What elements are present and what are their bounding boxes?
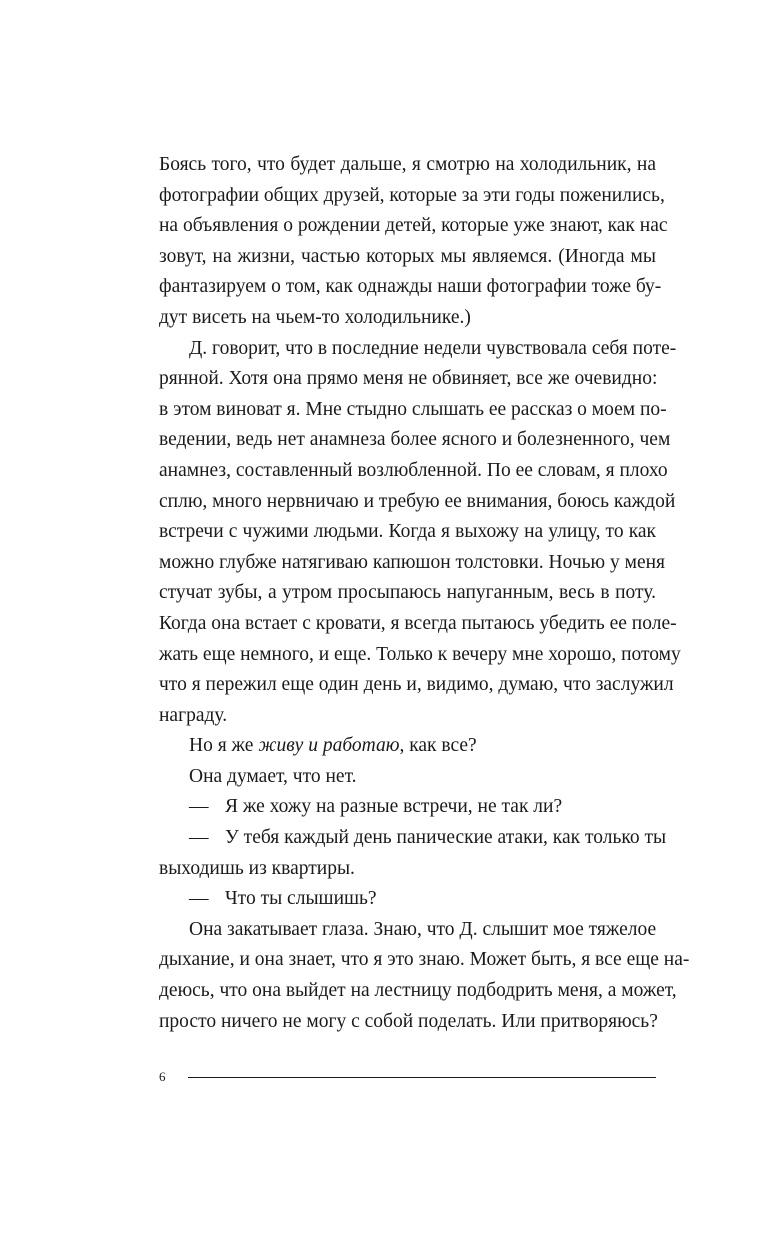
em-dash: — (189, 796, 209, 818)
text-line: выходишь из квартиры. (159, 857, 355, 879)
paragraph (159, 731, 656, 762)
paragraph (159, 915, 690, 1037)
dialog-text: Что ты слышишь? (225, 888, 377, 910)
text-line: что я пережил еще один день и, видимо, думаю, что заслужил (159, 674, 674, 696)
text-line: встречи с чужими людьми. Когда я выхожу на улицу, то как (159, 521, 656, 543)
text-line: Д. говорит, что в последние недели чувствовала себя поте- (189, 337, 677, 359)
text-line (159, 884, 656, 915)
text-run: Но я же (189, 735, 259, 757)
text-line: Она думает, что нет. (189, 765, 357, 787)
text-line: сплю, много нервничаю и требую ее внимания, боюсь каждой (159, 490, 676, 512)
page-body (159, 150, 690, 1037)
text-line: можно глубже натягиваю капюшон толстовки. Ночью у меня (159, 551, 666, 573)
em-dash: — (189, 888, 209, 910)
text-line: на объявления о рождении детей, которые уже знают, как нас (159, 215, 668, 237)
dialog-line (159, 884, 656, 915)
text-line: фантазируем о том, как однажды наши фотографии тоже бу- (159, 276, 662, 298)
text-line: Когда она встает с кровати, я всегда пытаюсь убедить ее поле- (159, 612, 677, 634)
text-line: дыхание, и она знает, что я это знаю. Может быть, я все еще на- (159, 949, 690, 971)
text-line: дут висеть на чьем-то холодильнике.) (159, 306, 471, 328)
page-number: 6 (159, 1069, 166, 1084)
text-line (159, 823, 667, 854)
text-line: Она закатывает глаза. Знаю, что Д. слышит мое тяжелое (189, 918, 657, 940)
page-footer (159, 1069, 656, 1089)
dialog-line (159, 823, 667, 884)
text-line: ведении, ведь нет анамнеза более ясного и болезненного, чем (159, 429, 671, 451)
text-line: в этом виноват я. Мне стыдно слышать ее рассказ о моем по- (159, 398, 667, 420)
dialog-text: Я же хожу на разные встречи, не так ли? (225, 796, 563, 818)
paragraph (159, 150, 668, 334)
text-line: анамнез, составленный возлюбленной. По ее словам, я плохо (159, 459, 668, 481)
italic-text: живу и работаю (258, 735, 400, 757)
text-line: деюсь, что она выйдет на лестницу подбодрить меня, а может, (159, 980, 677, 1002)
paragraph (159, 334, 681, 732)
text-line: фотографии общих друзей, которые за эти годы поженились, (159, 184, 665, 206)
em-dash: — (189, 827, 209, 849)
text-line: просто ничего не могу с собой поделать. Или притворяюсь? (159, 1010, 658, 1032)
text-line: Боясь того, что будет дальше, я смотрю на холодильник, на (159, 154, 656, 175)
text-line: стучат зубы, а утром просыпаюсь напуганным, весь в поту. (159, 582, 656, 604)
text-line: жать еще немного, и еще. Только к вечеру мне хорошо, потому (159, 643, 681, 665)
dialog-text: У тебя каждый день панические атаки, как только ты (225, 827, 667, 849)
text-run: , как все? (399, 735, 477, 757)
text-line: рянной. Хотя она прямо меня не обвиняет, все же очевидно: (159, 368, 658, 390)
text-line (159, 792, 656, 823)
footer-rule (188, 1077, 656, 1078)
dialog-line (159, 792, 656, 823)
text-line: награду. (159, 704, 228, 726)
paragraph (159, 762, 656, 793)
text-line (159, 731, 656, 762)
text-line: зовут, на жизни, частью которых мы являемся. (Иногда мы (159, 245, 656, 267)
